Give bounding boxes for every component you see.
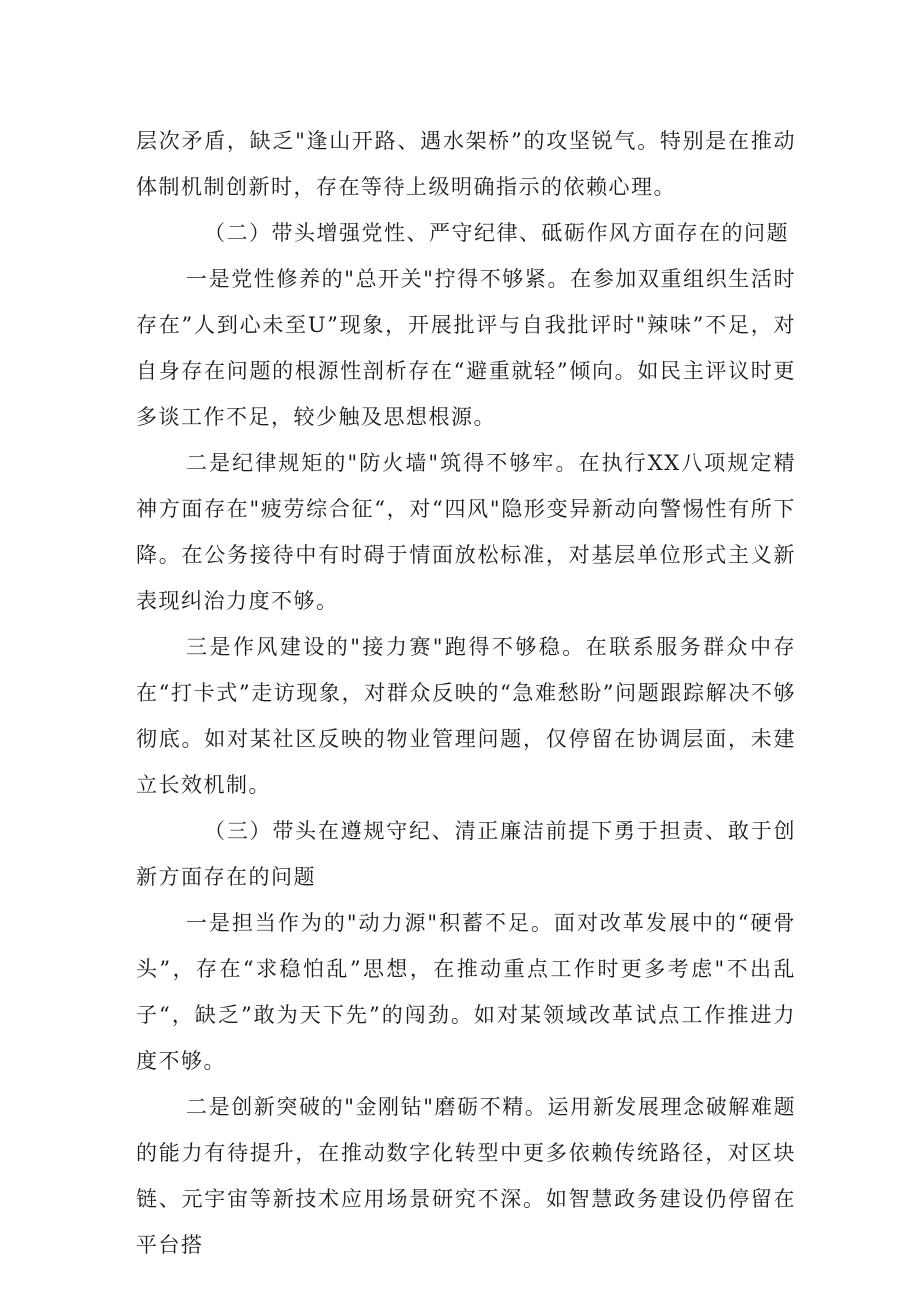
paragraph-innovation: 二是创新突破的"金刚钻"磨砺不精。运用新发展理念破解难题的能力有待提升，在推动数字化转型中更多依赖传统路径，对区块链、元宇宙等新技术应用场景研究不深。如智慧政务建设仍停留在平台搭 [136,1095,796,1257]
paragraph-responsibility: 一是担当作为的"动力源"积蓄不足。面对改革发展中的“硬骨头”，存在“求稳怕乱”思想，在推动重点工作时更多考虑"不出乱子“，缺乏”敢为天下先”的闯劲。如对某领域改革试点工作推进力度不够。 [136,911,796,1073]
paragraph-party-spirit: 一是党性修养的"总开关"拧得不够紧。在参加双重组织生活时存在”人到心未至U”现象，开展批评与自我批评时"辣味”不足，对自身存在问题的根源性剖析存在“避重就轻”倾向。如民主评议时更多谈工作不足，较少触及思想根源。 [136,267,796,429]
section-heading-2: （二）带头增强党性、严守纪律、砥砺作风方面存在的问题 [204,221,789,245]
paragraph-discipline: 二是纪律规矩的"防火墙"筑得不够牢。在执行XX八项规定精神方面存在"疲劳综合征“，对“四风"隐形变异新动向警惕性有所下降。在公务接待中有时碍于情面放松标准，对基层单位形式主义新表现纠治力度不够。 [136,451,796,613]
paragraph-work-style: 三是作风建设的"接力赛"跑得不够稳。在联系服务群众中存在“打卡式”走访现象，对群众反映的“急难愁盼”问题跟踪解决不够彻底。如对某社区反映的物业管理问题，仅停留在协调层面，未建立长效机制。 [136,635,796,797]
document-body [136,118,796,1268]
paragraph-continued: 层次矛盾，缺乏"逢山开路、遇水架桥”的攻坚锐气。特别是在推动体制机制创新时，存在等待上级明确指示的依赖心理。 [136,129,796,199]
section-heading-3: （三）带头在遵规守纪、清正廉洁前提下勇于担责、敢于创新方面存在的问题 [136,819,796,889]
